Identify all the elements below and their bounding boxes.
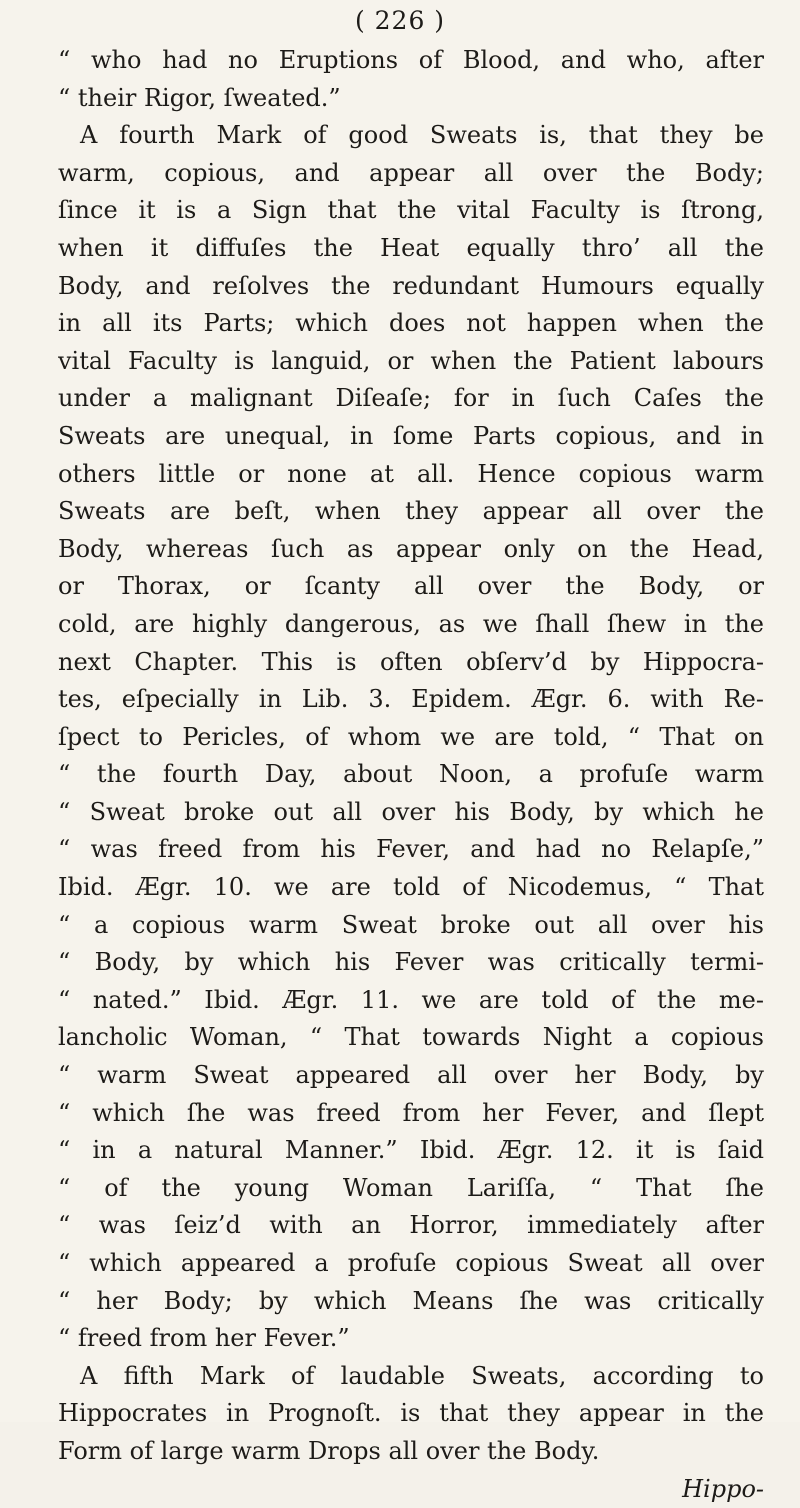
text-line: or Thorax, or ſcanty all over the Body, or: [58, 572, 764, 601]
text-line: “ nated.” Ibid. Ægr. 11. we are told of the me-: [58, 985, 764, 1014]
text-line: when it diffuſes the Heat equally thro’ all the: [58, 233, 764, 262]
page-number: ( 226 ): [354, 6, 446, 35]
text-line: warm, copious, and appear all over the Body;: [58, 158, 764, 187]
text-line: lancholic Woman, “ That towards Night a copious: [58, 1023, 764, 1052]
text-line: Sweats are unequal, in ſome Parts copious, and in: [58, 421, 764, 450]
text-line: “ their Rigor, ſweated.”: [58, 83, 341, 112]
text-line: Sweats are beſt, when they appear all over the: [58, 497, 764, 526]
text-line: “ of the young Woman Lariſſa, “ That ſhe: [58, 1173, 764, 1202]
text-line: cold, are highly dangerous, as we ſhall ſhew in the: [58, 609, 764, 638]
text-line: “ in a natural Manner.” Ibid. Ægr. 12. it is ſaid: [58, 1136, 764, 1165]
text-line: under a malignant Diſeaſe; for in ſuch Caſes the: [58, 384, 764, 413]
text-line: “ was ſeiz’d with an Horror, immediately after: [58, 1211, 764, 1240]
text-line: in all its Parts; which does not happen when the: [58, 309, 764, 338]
text-line: “ was freed from his Fever, and had no Relapſe,”: [58, 835, 764, 864]
text-line: “ the fourth Day, about Noon, a profuſe warm: [58, 760, 764, 789]
text-line: “ her Body; by which Means ſhe was critically: [58, 1286, 764, 1315]
text-line: “ who had no Eruptions of Blood, and who, after: [58, 46, 764, 74]
text-line: “ Body, by which his Fever was critically termi-: [58, 948, 764, 977]
text-line: Form of large warm Drops all over the Body.: [58, 1436, 600, 1465]
text-line: vital Faculty is languid, or when the Patient labours: [58, 346, 764, 375]
text-line: ſpect to Pericles, of whom we are told, “ That on: [58, 722, 764, 751]
text-line: “ Sweat broke out all over his Body, by which he: [58, 797, 764, 826]
text-line: others little or none at all. Hence copious warm: [58, 459, 764, 488]
text-line: ſince it is a Sign that the vital Faculty is ſtrong,: [58, 196, 764, 225]
text-line: “ which appeared a profuſe copious Sweat all over: [58, 1249, 764, 1277]
text-line: “ a copious warm Sweat broke out all over his: [58, 910, 764, 939]
text-line: next Chapter. This is often obſerv’d by Hippocra-: [58, 647, 764, 676]
text-line: Ibid. Ægr. 10. we are told of Nicodemus, “ That: [58, 873, 764, 902]
text-line: “ which ſhe was freed from her Fever, and ſlept: [58, 1098, 764, 1127]
text-line: Body, whereas ſuch as appear only on the Head,: [58, 534, 764, 563]
text-line: tes, eſpecially in Lib. 3. Epidem. Ægr. 6. with Re-: [58, 685, 764, 714]
text-line: A fifth Mark of laudable Sweats, according to: [80, 1361, 764, 1390]
text-line: “ warm Sweat appeared all over her Body, by: [58, 1061, 764, 1090]
body-text: [58, 42, 764, 1508]
text-line: Hippocrates in Prognoſt. is that they appear in the: [58, 1399, 764, 1428]
text-line: “ freed from her Fever.”: [58, 1324, 350, 1353]
catchword: Hippo-: [682, 1474, 764, 1503]
text-line: Body, and reſolves the redundant Humours equally: [58, 271, 764, 300]
text-line: A fourth Mark of good Sweats is, that they be: [80, 121, 764, 150]
